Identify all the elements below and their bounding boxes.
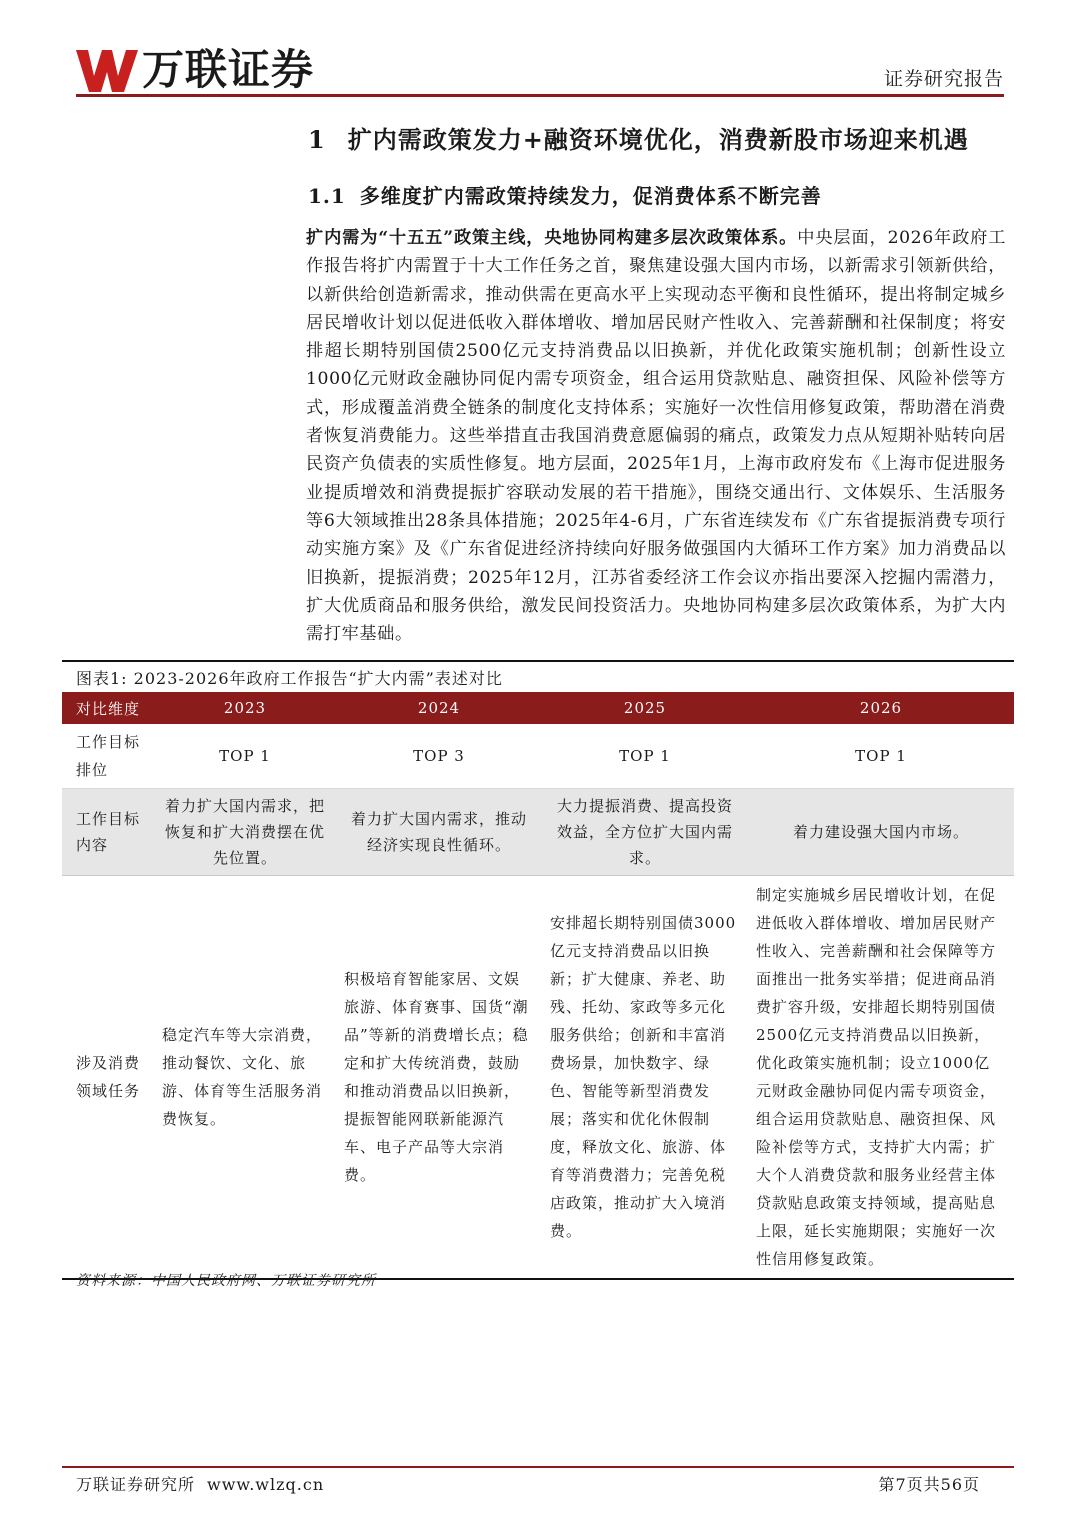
table-cell: 着力建设强大国内市场。 (748, 789, 1014, 876)
table-cell: TOP 1 (154, 724, 336, 789)
section-heading (308, 120, 969, 155)
row-label: 工作目标内容 (62, 789, 154, 876)
header-divider (76, 94, 1004, 97)
table-row (62, 724, 1014, 789)
table-cell: 大力提振消费、提高投资效益，全方位扩大国内需求。 (542, 789, 748, 876)
comparison-table (62, 692, 1014, 1280)
table-cell: 着力扩大国内需求，把恢复和扩大消费摆在优先位置。 (154, 789, 336, 876)
table-cell: 积极培育智能家居、文娱旅游、体育赛事、国货“潮品”等新的消费增长点；稳定和扩大传统消费，鼓励和推动消费品以旧换新，提振智能网联新能源汽车、电子产品等大宗消费。 (336, 876, 542, 1280)
page-number: 第7页共56页 (878, 1475, 980, 1494)
header-year-2026: 2026 (748, 692, 1014, 724)
subsection-title: 多维度扩内需政策持续发力，促消费体系不断完善 (359, 184, 822, 208)
page-header (76, 40, 1004, 96)
header-year-2025: 2025 (542, 692, 748, 724)
row-label: 涉及消费领域任务 (62, 876, 154, 1280)
company-logo (76, 46, 314, 94)
page-footer (76, 1472, 324, 1495)
subsection-heading (308, 180, 822, 209)
table-cell: 着力扩大国内需求，推动经济实现良性循环。 (336, 789, 542, 876)
table-cell: TOP 3 (336, 724, 542, 789)
paragraph-text: 中央层面，2026年政府工作报告将扩内需置于十大工作任务之首，聚焦建设强大国内市场，以新需求引领新供给，以新供给创造新需求，推动供需在更高水平上实现动态平衡和良性循环，提出将制定城乡居民增收计划以促进低收入群体增收、增加居民财产性收入、完善薪酬和社保制度；将安排超长期特别国债2500亿元支持消费品以旧换新，并优化政策实施机制；创新性设立1000亿元财政金融协同促内需专项资金，组合运用贷款贴息、融资担保、风险补偿等方式，形成覆盖消费全链条的制度化支持体系；实施好一次性信用修复政策，帮助潜在消费者恢复消费能力。这些举措直击我国消费意愿偏弱的痛点，政策发力点从短期补贴转向居民资产负债表的实质性修复。地方层面，2025年1月，上海市政府发布《上海市促进服务业提质增效和消费提振扩容联动发展的若干措施》，围绕交通出行、文体娱乐、生活服务等6大领域推出28条具体措施；2025年4-6月，广东省连续发布《广东省提振消费专项行动实施方案》及《广东省促进经济持续向好服务做强国内大循环工作方案》加力消费品以旧换新，提振消费；2025年12月，江苏省委经济工作会议亦指出要深入挖掘内需潜力，扩大优质商品和服务供给，激发民间投资活力。央地协同构建多层次政策体系，为扩大内需打牢基础。 (306, 228, 1007, 645)
table-header-row (62, 692, 1014, 724)
table-row (62, 876, 1014, 1280)
section-number: 1 (308, 125, 326, 154)
subsection-number: 1.1 (308, 184, 346, 208)
table-cell: 稳定汽车等大宗消费，推动餐饮、文化、旅游、体育等生活服务消费恢复。 (154, 876, 336, 1280)
footer-divider (62, 1466, 1014, 1468)
header-year-2024: 2024 (336, 692, 542, 724)
header-dimension: 对比维度 (62, 692, 154, 724)
figure-top-rule (62, 660, 1014, 662)
row-label: 工作目标排位 (62, 724, 154, 789)
footer-url-link[interactable]: www.wlzq.cn (207, 1475, 325, 1494)
table-cell: 安排超长期特别国债3000亿元支持消费品以旧换新；扩大健康、养老、助残、托幼、家政等多元化服务供给；创新和丰富消费场景，加快数字、绿色、智能等新型消费发展；落实和优化休假制度，释放文化、旅游、体育等消费潜力；完善免税店政策，推动扩大入境消费。 (542, 876, 748, 1280)
section-title: 扩内需政策发力+融资环境优化，消费新股市场迎来机遇 (347, 125, 969, 154)
paragraph-lead: 扩内需为“十五五”政策主线，央地协同构建多层次政策体系。 (306, 228, 798, 248)
logo-text: 万联证券 (142, 45, 315, 94)
figure-source: 资料来源：中国人民政府网、万联证券研究所 (76, 1273, 376, 1289)
table-cell: TOP 1 (542, 724, 748, 789)
table-row (62, 789, 1014, 876)
figure-title: 图表1: 2023-2026年政府工作报告“扩大内需”表述对比 (76, 669, 503, 688)
w-logo-icon (76, 46, 138, 94)
report-type-label: 证券研究报告 (883, 68, 1004, 90)
table-cell: TOP 1 (748, 724, 1014, 789)
header-year-2023: 2023 (154, 692, 336, 724)
footer-institute: 万联证券研究所 (76, 1475, 196, 1494)
body-paragraph (306, 224, 1006, 648)
table-cell: 制定实施城乡居民增收计划，在促进低收入群体增收、增加居民财产性收入、完善薪酬和社会保障等方面推出一批务实举措；促进商品消费扩容升级，安排超长期特别国债2500亿元支持消费品以旧换新，优化政策实施机制；设立1000亿元财政金融协同促内需专项资金，组合运用贷款贴息、融资担保、风险补偿等方式，支持扩大内需；扩大个人消费贷款和服务业经营主体贷款贴息政策支持领域，提高贴息上限，延长实施期限；实施好一次性信用修复政策。 (748, 876, 1014, 1280)
